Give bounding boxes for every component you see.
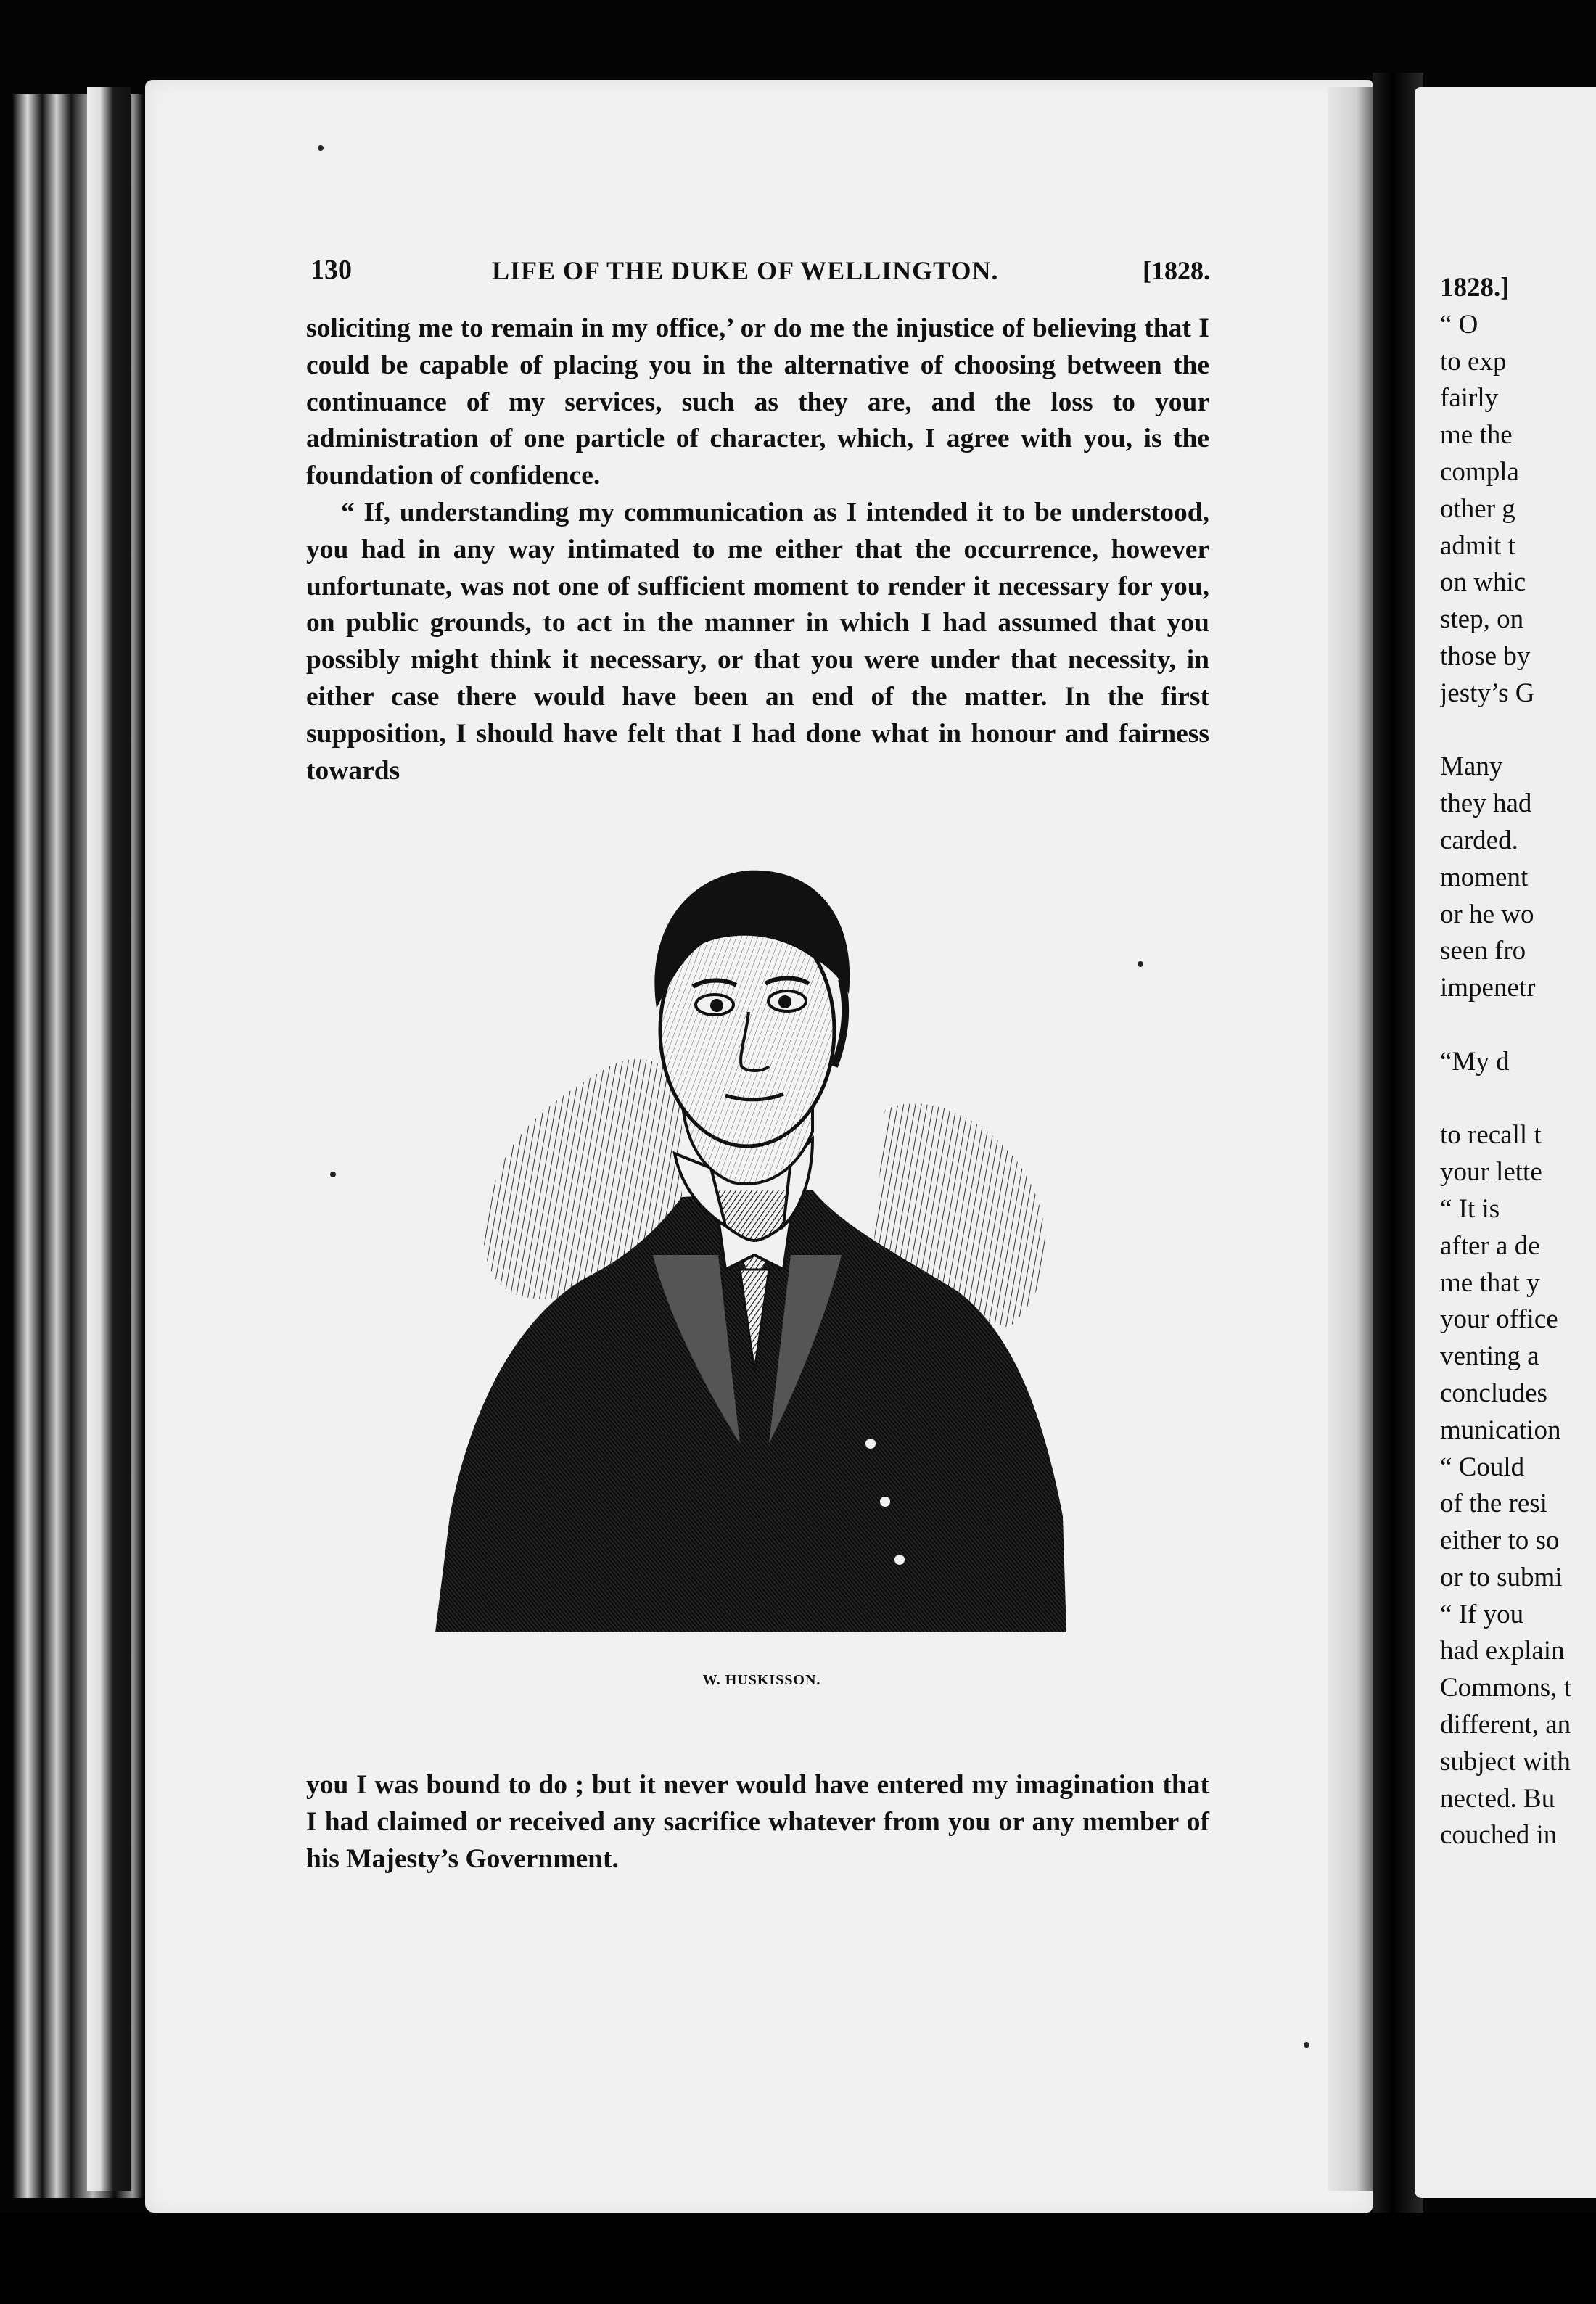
right-page-line: [1440, 1007, 1596, 1044]
right-page-line: Commons, t: [1440, 1673, 1571, 1703]
right-page-line: seen fro: [1440, 936, 1526, 966]
right-page-line: me the: [1440, 420, 1513, 450]
print-speck: [330, 1172, 336, 1177]
paragraph: soliciting me to remain in my office,’ or do me the injustice of believing that I could be capable of placing you in the alternative of choosing between the continuance of my services, such as they are, and the loss to your administration of one particle of character, which, I agree with you, is the foundation of confidence.: [306, 313, 1209, 491]
right-page-line: venting a: [1440, 1341, 1539, 1372]
right-page-line: your office: [1440, 1304, 1558, 1335]
print-speck: [318, 145, 324, 151]
right-page-line: carded.: [1440, 825, 1518, 855]
right-page-line: they had: [1440, 789, 1532, 819]
right-page-line: “ It is: [1440, 1193, 1500, 1224]
page-stack-edge: [87, 87, 131, 2191]
right-page-text: [1440, 270, 1596, 1854]
right-page-line: 1828.]: [1440, 273, 1510, 303]
right-page-line: to recall t: [1440, 1120, 1542, 1151]
right-page-line: couched in: [1440, 1820, 1558, 1851]
print-speck: [1304, 2042, 1309, 2048]
right-page-line: of the resi: [1440, 1489, 1547, 1519]
right-page-line: to exp: [1440, 346, 1507, 377]
scan-bottom-border: [0, 2213, 1596, 2304]
right-page-line: “ O: [1440, 309, 1478, 340]
right-page-line: nected. Bu: [1440, 1783, 1555, 1814]
right-page-line: other g: [1440, 493, 1515, 524]
right-page-line: moment: [1440, 862, 1529, 892]
page-number: 130: [310, 255, 352, 285]
portrait-caption: W. HUSKISSON.: [702, 1672, 821, 1688]
right-page-line: compla: [1440, 456, 1519, 487]
right-page-line: jesty’s G: [1440, 678, 1535, 708]
right-page-line: “ Could: [1440, 1452, 1525, 1482]
right-page-line: subject with: [1440, 1746, 1571, 1777]
right-page-line: after a de: [1440, 1230, 1540, 1261]
right-page-line: impenetr: [1440, 973, 1536, 1003]
running-title: LIFE OF THE DUKE OF WELLINGTON.: [492, 256, 999, 285]
right-page-line: [1440, 1081, 1596, 1118]
body-text-top: [306, 310, 1209, 789]
right-page-line: [1440, 712, 1596, 749]
right-page-line: or to submi: [1440, 1562, 1563, 1592]
right-page-line: admit t: [1440, 530, 1515, 561]
print-speck: [1138, 961, 1143, 967]
running-year: [1828.: [1143, 256, 1210, 285]
right-page-line: those by: [1440, 641, 1531, 671]
right-page-line: had explain: [1440, 1636, 1565, 1666]
running-head: [310, 254, 1210, 290]
right-page-line: step, on: [1440, 604, 1524, 635]
right-page-line: or he wo: [1440, 899, 1534, 929]
right-page-line: on whic: [1440, 567, 1526, 598]
paragraph: you I was bound to do ; but it never would have entered my imagination that I had claimed or received any sacrifice whatever from you or any member of his Majesty’s Government.: [306, 1770, 1209, 1874]
right-page-line: different, an: [1440, 1710, 1571, 1740]
right-page-line: your lette: [1440, 1157, 1542, 1188]
right-page-line: “ If you: [1440, 1599, 1524, 1629]
body-text-bottom: [306, 1767, 1209, 1877]
right-page-line: either to so: [1440, 1526, 1560, 1556]
portrait-engraving: [406, 849, 1103, 1661]
right-page-line: munication: [1440, 1415, 1561, 1445]
right-page-line: “My d: [1440, 1046, 1510, 1077]
paragraph: “ If, understanding my communication as I intended it to be understood, you had in any way intimated to me either that the occurrence, however unfortunate, was not one of sufficient moment to render it necessary for you, on public grounds, to act in the manner in which I had assumed that you possibly might think it necessary, or that you were under that necessity, in either case there would have been an end of the matter. In the first supposition, I should have felt that I had done what in honour and fairness towards: [306, 497, 1209, 786]
right-page-line: concludes: [1440, 1378, 1547, 1408]
right-page-line: Many: [1440, 752, 1503, 782]
right-page-line: fairly: [1440, 383, 1499, 414]
right-page-line: me that y: [1440, 1267, 1540, 1298]
